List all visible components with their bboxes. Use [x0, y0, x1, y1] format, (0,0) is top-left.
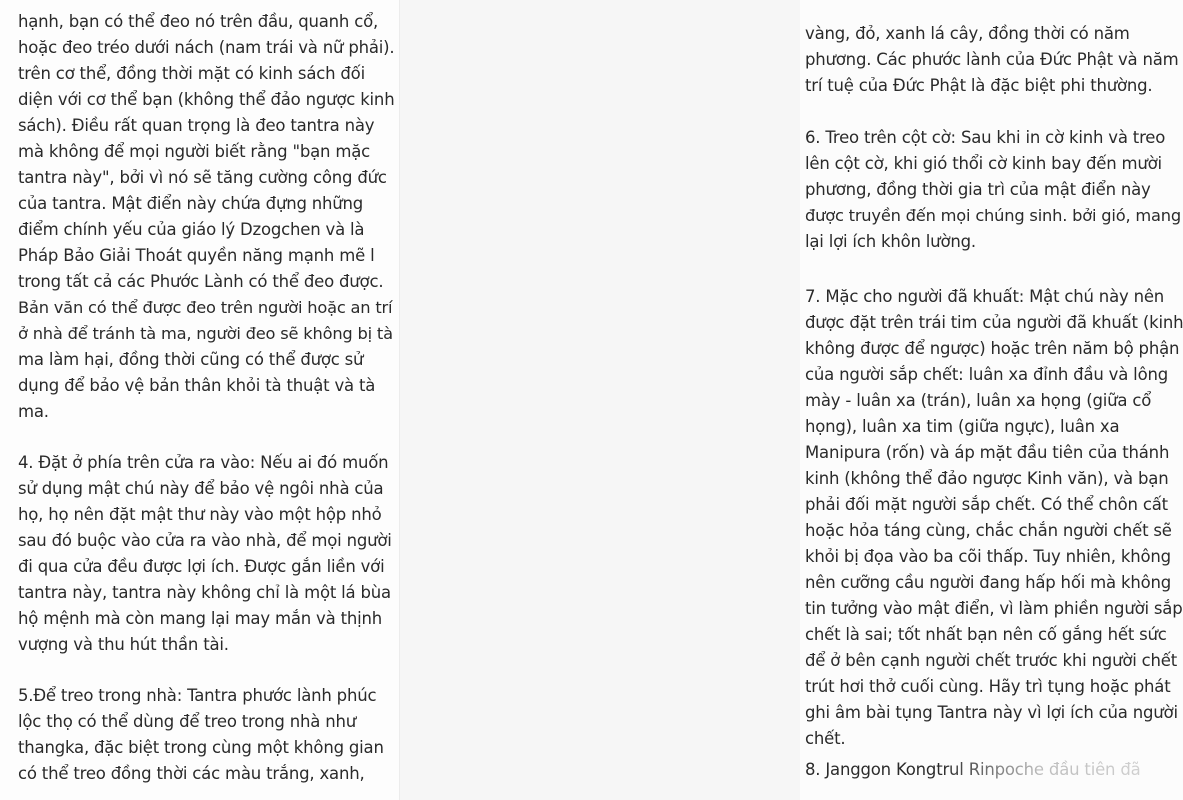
text-line: được đặt trên trái tim của người đã khuất (kinh: [805, 313, 1183, 332]
text-line: lộc thọ có thể dùng để treo trong nhà như: [18, 712, 356, 731]
text-line: sách). Điều rất quan trọng là đeo tantra này: [18, 116, 375, 135]
text-line: vàng, đỏ, xanh lá cây, đồng thời có năm: [805, 24, 1130, 43]
text-line: mày - luân xa (trán), luân xa họng (giữa cổ: [805, 391, 1152, 410]
text-line: ma.: [18, 402, 49, 421]
text-line: hộ mệnh mà còn mang lại may mắn và thịnh: [18, 609, 382, 628]
text-line: trí tuệ của Đức Phật là đặc biệt phi thường.: [805, 76, 1153, 95]
text-line: 6. Treo trên cột cờ: Sau khi in cờ kinh và treo: [805, 128, 1166, 147]
text-line: kinh (không thể đảo ngược Kinh văn), và bạn: [805, 469, 1169, 488]
text-line: họng), luân xa tim (giữa ngực), luân xa: [805, 417, 1120, 436]
text-line: phương. Các phước lành của Đức Phật và năm: [805, 50, 1179, 69]
left-column: [0, 0, 399, 800]
text-line: tantra này", bởi vì nó sẽ tăng cường công đức: [18, 168, 387, 187]
text-line: tantra này, tantra này không chỉ là một lá bùa: [18, 583, 391, 602]
text-line: trút hơi thở cuối cùng. Hãy trì tụng hoặc phát: [805, 677, 1171, 696]
text-line: chết.: [805, 729, 846, 748]
text-line: Manipura (rốn) và áp mặt đầu tiên của thánh: [805, 443, 1170, 462]
text-line: đi qua cửa đều được lợi ích. Được gắn liền với: [18, 557, 385, 576]
text-line: trên cơ thể, đồng thời mặt có kinh sách đối: [18, 64, 365, 83]
text-line: ghi âm bài tụng Tantra này vì lợi ích của người: [805, 703, 1178, 722]
text-line: của tantra. Mật điển này chứa đựng những: [18, 194, 364, 213]
text-line: họ, họ nên đặt mật thư này vào một hộp nhỏ: [18, 505, 382, 524]
text-line: 5.Để treo trong nhà: Tantra phước lành phúc: [18, 686, 377, 705]
text-line: Pháp Bảo Giải Thoát quyền năng mạnh mẽ l: [18, 246, 375, 265]
text-line: hạnh, bạn có thể đeo nó trên đầu, quanh cổ,: [18, 12, 379, 31]
text-line: nên cưỡng cầu người đang hấp hối mà không: [805, 573, 1172, 592]
text-line: không được để ngược) hoặc trên năm bộ phận: [805, 339, 1180, 358]
text-line: vượng và thu hút thần tài.: [18, 635, 229, 654]
right-column: [400, 0, 1183, 800]
text-line: mà không để mọi người biết rằng "bạn mặc: [18, 142, 371, 161]
text-line: diện với cơ thể bạn (không thể đảo ngược kinh: [18, 90, 395, 109]
text-line: được truyền đến mọi chúng sinh. bởi gió, mang: [805, 206, 1181, 225]
text-line: ở nhà để tránh tà ma, người đeo sẽ không bị tà: [18, 324, 393, 343]
text-line: dụng để bảo vệ bản thân khỏi tà thuật và tà: [18, 376, 376, 395]
text-line: hoặc đeo tréo dưới nách (nam trái và nữ phải).: [18, 38, 395, 57]
text-line: khỏi bị đọa vào ba cõi thấp. Tuy nhiên, không: [805, 547, 1171, 566]
text-line: của người sắp chết: luân xa đỉnh đầu và lông: [805, 365, 1168, 384]
text-line: phương, đồng thời gia trì của mật điển này: [805, 180, 1151, 199]
text-line: 7. Mặc cho người đã khuất: Mật chú này nên: [805, 287, 1165, 306]
text-line: thangka, đặc biệt trong cùng một không gian: [18, 738, 384, 757]
text-line: 8. Janggon Kongtrul Rinpoche đầu tiên đã: [805, 758, 1141, 782]
text-line: chết là sai; tốt nhất bạn nên cố gắng hết sức: [805, 625, 1167, 644]
text-line: để ở bên cạnh người chết trước khi người chết: [805, 651, 1178, 670]
text-line: tin tưởng vào mật điển, vì làm phiền người sắp: [805, 599, 1183, 618]
text-line: có thể treo đồng thời các màu trắng, xanh,: [18, 764, 365, 783]
text-line: sau đó buộc vào cửa ra vào nhà, để mọi người: [18, 531, 392, 550]
text-line: lại lợi ích khôn lường.: [805, 232, 976, 251]
text-line: trong tất cả các Phước Lành có thể đeo được.: [18, 272, 384, 291]
text-line: điểm chính yếu của giáo lý Dzogchen và là: [18, 220, 365, 239]
text-line: phải đối mặt người sắp chết. Có thể chôn cất: [805, 495, 1168, 514]
text-line: Bản văn có thể được đeo trên người hoặc an trí: [18, 298, 393, 317]
text-line: sử dụng mật chú này để bảo vệ ngôi nhà của: [18, 479, 384, 498]
text-line: 4. Đặt ở phía trên cửa ra vào: Nếu ai đó muốn: [18, 453, 389, 472]
text-line: ma làm hại, đồng thời cũng có thể được sử: [18, 350, 364, 369]
text-line: hoặc hỏa táng cùng, chắc chắn người chết sẽ: [805, 521, 1172, 540]
text-line: lên cột cờ, khi gió thổi cờ kinh bay đến mười: [805, 154, 1162, 173]
